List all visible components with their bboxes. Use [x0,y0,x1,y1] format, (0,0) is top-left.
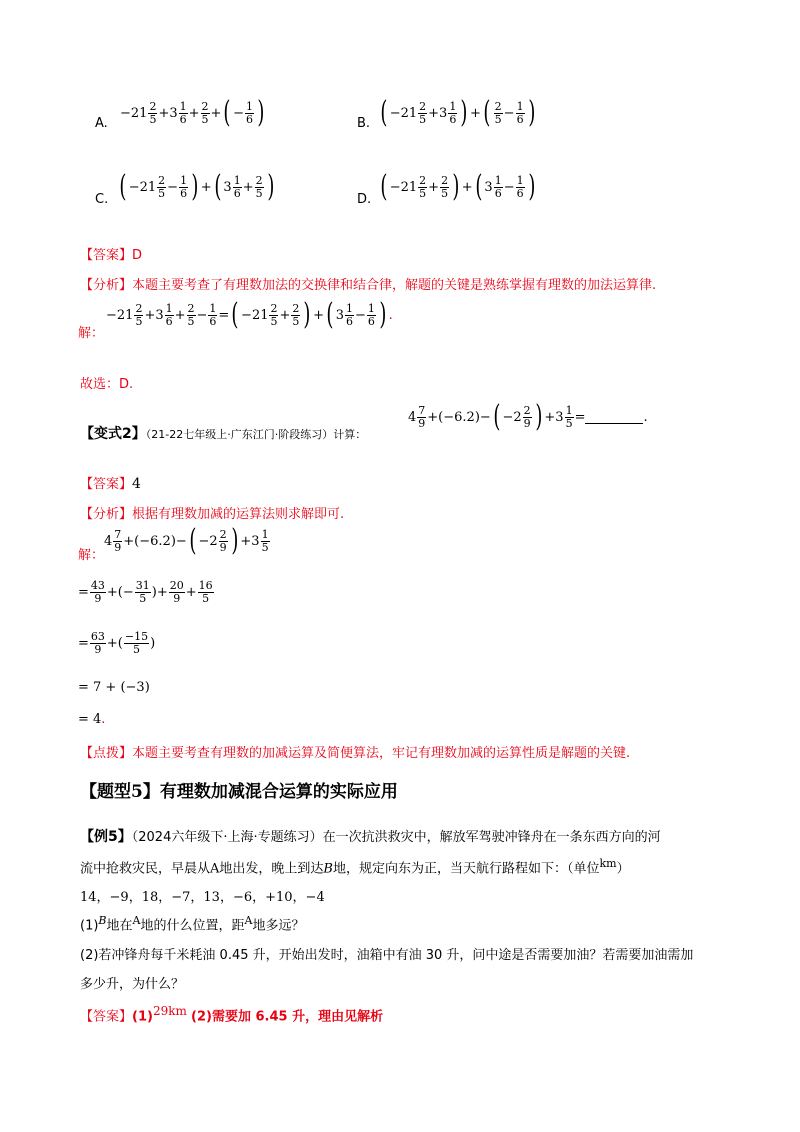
solution-1-end: . [388,307,393,323]
answer-2 [80,473,141,492]
analysis-text: 本题主要考查了有理数加法的交换律和结合律，解题的关键是熟练掌握有理数的加法运算律. [132,278,657,293]
question-1 [80,914,304,933]
solution-2-step1: 4 $\frac{7}{9}$ +(−6.2)− ( −2 $\frac{2}{9}$ ) +3 $\frac{1}{5}$ [104,523,269,558]
answer-5-p1: (1) [132,1009,153,1025]
section-5-heading: 【题型5】有理数加减混合运算的实际应用 [80,782,398,802]
solution-2-step3: = $\frac{63}{9}$ +( $\frac{-15}{5}$ ) [78,630,156,656]
option-c-expression: ( −21 $\frac{2}{5}$ − $\frac{1}{6}$ ) + ( 3 $\frac{1}{6}$ + $\frac{2}{5}$ ) [119,169,274,204]
variant-2 [80,423,366,443]
answer-tag: 【答案】 [80,248,133,263]
question-2-line1: (2)若冲锋舟每千米耗油 0.45 升，开始出发时，油箱中有油 30 升，问中途是否需要加油？若需要加油需加 [80,948,694,963]
option-d-expression: ( −21 $\frac{2}{5}$ + $\frac{2}{5}$ ) + ( 3 $\frac{1}{6}$ − $\frac{1}{6}$ ) [380,169,535,204]
example-5-line2 [80,857,630,876]
solution-2-step5-end: . [101,712,106,727]
answer-blank[interactable] [585,411,643,424]
variant-source: （21-22七年级上·广东江门·阶段练习）计算： [145,428,367,441]
example-line1-text: （2024六年级下·上海·专题练习）在一次抗洪救灾中，解放军驾驶冲锋舟在一条东西方向的河 [131,830,661,845]
solution-2-step4: = 7 + (−3) [78,680,150,695]
tip-text: 本题主要考查有理数的加减运算及简便算法，牢记有理数加减的运算性质是解题的关键. [132,746,631,761]
solution-2-step2: = $\frac{43}{9}$ +(− $\frac{31}{5}$ )+ $\frac{20}{9}$ + $\frac{16}{5}$ [78,579,213,605]
choose-1: 故选：D. [80,377,134,392]
option-a-expression: −21 $\frac{2}{5}$ +3 $\frac{1}{6}$ + $\frac{2}{5}$ + ( − $\frac{1}{6}$ ) [120,95,265,130]
question-2-line2: 多少升，为什么？ [80,977,185,992]
distances: 14，−9，18，−7，13，−6，+10，−4 [80,890,325,905]
option-b-label: B. [357,116,371,131]
solution-1-expression: −21 $\frac{2}{5}$ +3 $\frac{1}{6}$ + $\frac{2}{5}$ − $\frac{1}{6}$ = ( −21 $\frac{2}{5}$ + $\frac{2}{5}$ ) + ( 3 $\frac{1}{6}$ − $\frac{1}{6}$ ) . [106,297,393,332]
analysis-2 [80,503,344,522]
answer-5-v1: 29km [152,1004,187,1018]
analysis-2-text: 根据有理数加减的运算法则求解即可. [132,507,345,522]
option-a-label: A. [95,116,108,131]
example-tag: 【例5】 [80,829,132,845]
q1-number: (1) [80,918,99,934]
example-line2-b: 地出发，晚上到达 [219,861,324,877]
option-b-expression: ( −21 $\frac{2}{5}$ +3 $\frac{1}{6}$ ) + ( $\frac{2}{5}$ − $\frac{1}{6}$ ) [380,95,535,130]
tip-2 [80,742,630,761]
solution-2-lead: 解： [78,548,105,563]
q1-text-b: 地在 [106,918,133,934]
option-c-label: C. [95,192,109,207]
answer-5-p2: (2)需要加 6.45 升，理由见解析 [191,1009,384,1025]
example-line2-c: 地，规定向东为正，当天航行路程如下：（单位 [332,861,600,877]
example-5-line1 [80,826,661,846]
example-line2-d: ） [616,861,630,877]
q1-text-d: 地多远？ [252,918,305,934]
example-line2-a: 流中抢救灾民，早晨从 [80,861,211,877]
point-b: B [323,861,333,877]
answer-2-value: 4 [132,476,141,492]
option-d-label: D. [357,192,372,207]
q1-point-a2: A [244,914,253,927]
answer-value: D [132,248,143,263]
analysis-2-tag: 【分析】 [80,507,133,522]
option-a [95,102,108,131]
answer-2-tag: 【答案】 [80,477,133,492]
q1-point-a: A [132,914,141,927]
tip-tag: 【点拨】 [80,746,133,761]
answer-1 [80,244,142,263]
answer-5-tag: 【答案】 [80,1009,133,1025]
variant-2-expression: 4 $\frac{7}{9}$ +(−6.2)− ( −2 $\frac{2}{9}$ ) +3 $\frac{1}{5}$ = . [408,399,648,434]
solution-2-step5 [78,712,105,727]
variant-end: . [643,409,648,425]
analysis-1 [80,274,656,293]
answer-5 [80,1004,383,1024]
point-a: A [210,861,220,877]
solution-1-lead: 解： [78,326,105,341]
solution-2-step5-text: = 4 [78,712,102,727]
analysis-tag: 【分析】 [80,278,133,293]
q1-text-c: 地的什么位置，距 [140,918,245,934]
variant-tag: 【变式2】 [80,426,146,442]
unit-km: km [599,857,617,870]
q1-point-b: B [98,914,107,927]
